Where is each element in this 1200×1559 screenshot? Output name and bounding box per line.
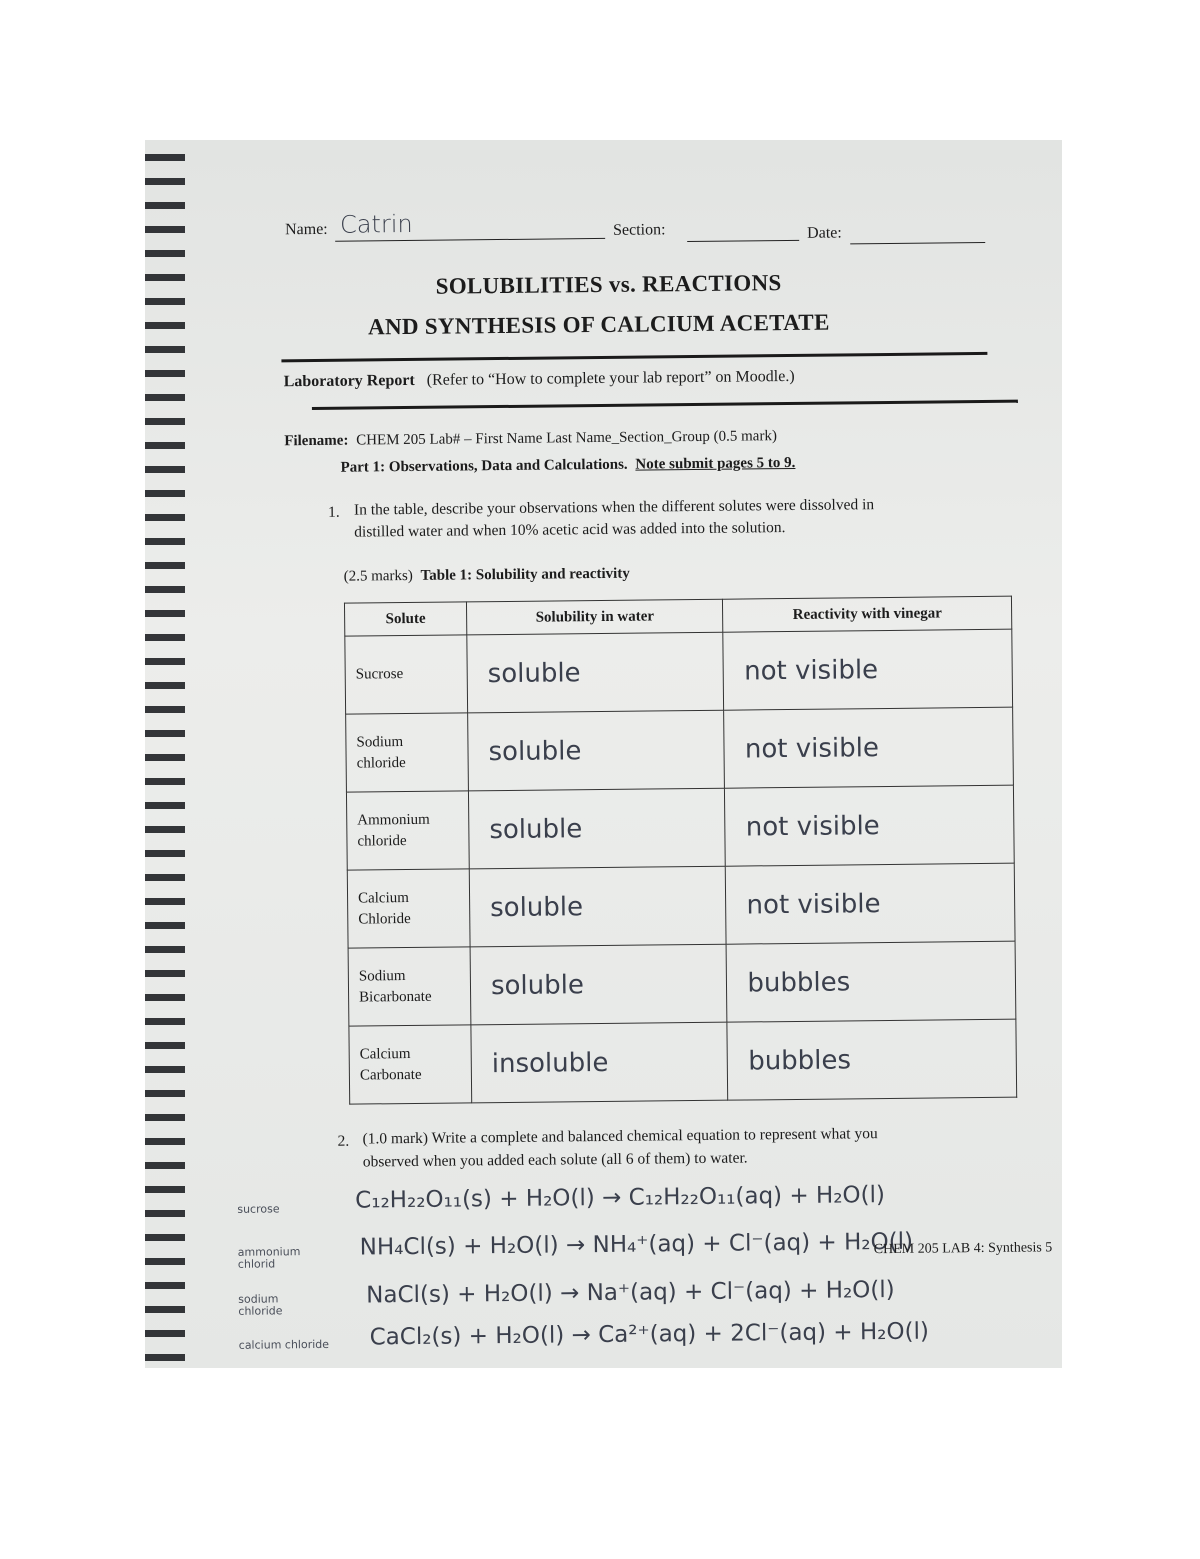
equation-label: ammonium chlorid <box>237 1245 301 1271</box>
report-heading: Laboratory Report <box>283 371 415 391</box>
solute-name: Calcium <box>359 1045 411 1063</box>
solubility-cell: insoluble <box>471 1022 728 1103</box>
q1-text-line1: In the table, describe your observations when the different solutes were dissolved in <box>353 496 875 519</box>
part-row <box>340 455 795 477</box>
solute-name: Sucrose <box>355 666 404 683</box>
part-label: Part 1: Observations, Data and Calculations. <box>340 456 628 476</box>
solubility-cell: soluble <box>468 788 725 869</box>
name-label: Name: <box>284 220 328 239</box>
solubility-cell: soluble <box>467 632 724 713</box>
table-caption <box>344 566 630 586</box>
table-row <box>347 863 1015 948</box>
table-row <box>346 707 1014 792</box>
q1-number: 1. <box>327 503 340 521</box>
solute-cell <box>346 791 469 870</box>
table-row <box>345 629 1013 714</box>
header-solubility: Solubility in water <box>466 599 723 635</box>
equation-label: sodium chloride <box>238 1292 283 1318</box>
solute-name: Sodium <box>358 967 406 985</box>
solute-cell <box>346 713 469 792</box>
solute-cell <box>345 635 468 714</box>
report-heading-row <box>284 368 795 391</box>
q2-text-line2: observed when you added each solute (all 6 of them) to water. <box>362 1149 748 1171</box>
part-note: Note submit pages 5 to 9. <box>635 454 796 473</box>
header-reactivity: Reactivity with vinegar <box>723 596 1012 632</box>
equation-line: CaCl₂(s) + H₂O(l) → Ca²⁺(aq) + 2Cl⁻(aq) + H₂O(l) <box>369 1318 930 1351</box>
solute-name-2: Chloride <box>358 910 411 928</box>
title-line1: SOLUBILITIES vs. REACTIONS <box>435 270 782 299</box>
solute-name-2: chloride <box>357 832 407 850</box>
header-solute: Solute <box>344 602 466 636</box>
solute-name: Sodium <box>356 733 404 751</box>
title-rule <box>281 352 987 362</box>
equation-line: NaCl(s) + H₂O(l) → Na⁺(aq) + Cl⁻(aq) + H₂O(l) <box>366 1276 895 1309</box>
q2-text-line1: (1.0 mark) Write a complete and balanced chemical equation to represent what you <box>362 1125 878 1148</box>
reactivity-cell: not visible <box>725 785 1014 866</box>
section-line <box>687 240 799 242</box>
reactivity-cell: bubbles <box>727 1019 1016 1100</box>
q2-number: 2. <box>337 1132 350 1150</box>
q1-text-line2: distilled water and when 10% acetic acid was added into the solution. <box>354 519 786 541</box>
report-note: (Refer to “How to complete your lab report” on Moodle.) <box>426 367 795 389</box>
name-line <box>335 238 605 242</box>
solute-name-2: Bicarbonate <box>359 988 432 1006</box>
filename-label: Filename: <box>284 432 349 450</box>
solute-cell <box>348 947 471 1026</box>
equation-label: sucrose <box>237 1202 280 1216</box>
reactivity-cell: not visible <box>726 863 1015 944</box>
title-line2: AND SYNTHESIS OF CALCIUM ACETATE <box>367 309 830 340</box>
report-rule <box>312 400 1018 410</box>
table-row <box>346 785 1014 870</box>
equation-line: C₁₂H₂₂O₁₁(s) + H₂O(l) → C₁₂H₂₂O₁₁(aq) + H₂O(l) <box>355 1182 886 1214</box>
table-marks: (2.5 marks) <box>343 567 413 585</box>
solubility-cell: soluble <box>468 710 725 791</box>
solute-cell <box>349 1025 472 1104</box>
filename-value: CHEM 205 Lab# – First Name Last Name_Section_Group (0.5 mark) <box>356 428 778 449</box>
table-title: Table 1: Solubility and reactivity <box>420 565 630 584</box>
equation-label: calcium chloride <box>238 1337 330 1352</box>
solubility-table <box>344 596 1017 1105</box>
solubility-cell: soluble <box>469 866 726 947</box>
solute-name: Ammonium <box>357 811 430 829</box>
table-row <box>349 1019 1017 1104</box>
solute-cell <box>347 869 470 948</box>
date-line <box>850 242 985 244</box>
reactivity-cell: bubbles <box>727 941 1016 1022</box>
name-value: Catrin <box>339 209 413 239</box>
reactivity-cell: not visible <box>723 629 1012 710</box>
reactivity-cell: not visible <box>724 707 1013 788</box>
filename-row <box>284 428 777 450</box>
solute-name-2: Carbonate <box>359 1066 422 1084</box>
date-label: Date: <box>807 224 842 242</box>
solubility-cell: soluble <box>470 944 727 1025</box>
table-row <box>348 941 1016 1026</box>
solute-name: Calcium <box>357 889 409 907</box>
equation-line: NH₄Cl(s) + H₂O(l) → NH₄⁺(aq) + Cl⁻(aq) + H₂O(l) <box>359 1228 914 1261</box>
section-label: Section: <box>612 221 666 239</box>
page-footer: CHEM 205 LAB 4: Synthesis 5 <box>873 1240 1053 1258</box>
solute-name-2: chloride <box>356 754 406 772</box>
